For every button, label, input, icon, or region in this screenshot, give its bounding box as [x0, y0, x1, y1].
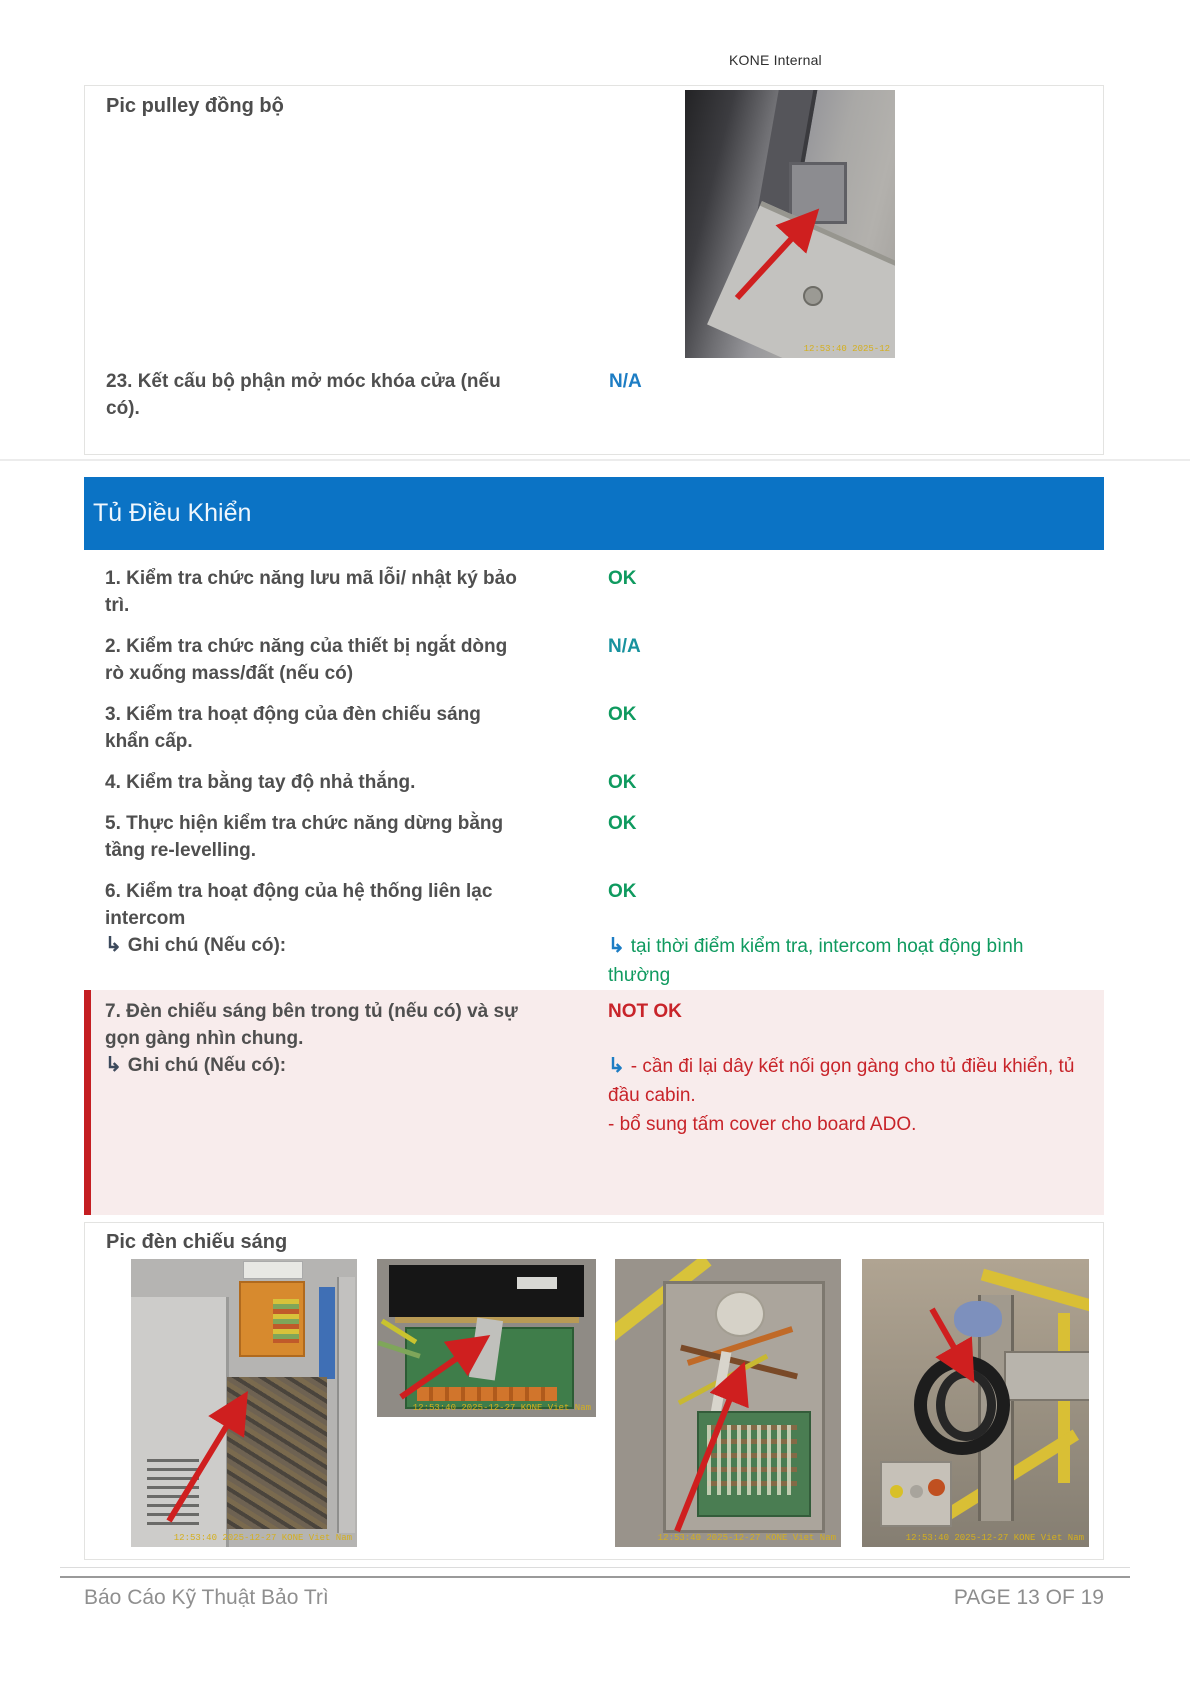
note-label: Ghi chú (Nếu có): [127, 935, 287, 956]
car-top-cable-photo [862, 1259, 1089, 1547]
checklist-item-5 [105, 810, 1085, 864]
return-arrow-icon: ↳ [608, 1055, 625, 1077]
checklist-item-3 [105, 701, 1085, 755]
footer-report-title: Báo Cáo Kỹ Thuật Bảo Trì [84, 1586, 329, 1609]
item-status: OK [608, 568, 637, 589]
item-label: 7. Đèn chiếu sáng bên trong tủ (nếu có) và sự gọn gàng nhìn chung. [105, 1001, 518, 1049]
lighting-pic-title: Pic đèn chiếu sáng [106, 1231, 288, 1253]
item-status: OK [608, 704, 637, 725]
item-status: N/A [608, 636, 641, 657]
item-status: OK [608, 813, 637, 834]
item-label: 1. Kiểm tra chức năng lưu mã lỗi/ nhật ký bảo trì. [105, 568, 517, 616]
item-status: N/A [609, 371, 642, 392]
red-arrow [377, 1259, 596, 1417]
item-status: OK [608, 772, 637, 793]
note-text-cell [608, 932, 1078, 990]
red-arrow [131, 1259, 357, 1547]
item-label: 2. Kiểm tra chức năng của thiết bị ngắt dòng rò xuống mass/đất (nếu có) [105, 636, 508, 684]
red-arrow [862, 1259, 1089, 1547]
checklist-item-23 [106, 368, 1086, 422]
checklist-item-6 [105, 878, 1085, 932]
item-label: 23. Kết cấu bộ phận mở móc khóa cửa (nếu có). [106, 371, 501, 419]
checklist [105, 565, 1085, 1004]
note-text-cell [608, 1052, 1078, 1139]
lighting-photos-panel [84, 1222, 1104, 1560]
cabinet-interior-photo [131, 1259, 357, 1547]
pulley-section-panel [84, 85, 1104, 455]
junction-box-photo [615, 1259, 841, 1547]
note-label: Ghi chú (Nếu có): [127, 1055, 287, 1076]
pcb-board-photo [377, 1259, 596, 1417]
note-line-1: - cần đi lại dây kết nối gọn gàng cho tủ điều khiển, tủ đầu cabin. [608, 1056, 1075, 1106]
pulley-photo [685, 90, 895, 358]
note-text: tại thời điểm kiểm tra, intercom hoạt động bình thường [608, 936, 1024, 986]
checklist-item-7-block [84, 990, 1104, 1215]
item-label: 5. Thực hiện kiểm tra chức năng dừng bằng tầng re-levelling. [105, 813, 504, 861]
confidentiality-label: KONE Internal [729, 52, 822, 68]
note-label-cell [105, 1052, 608, 1079]
photo-timestamp: 12:53:40 2025-12-27 KONE Viet Nam [905, 1533, 1084, 1543]
footer-divider-faint [60, 1567, 1130, 1568]
return-arrow-icon: ↳ [105, 934, 122, 956]
checklist-item-4 [105, 769, 1085, 796]
photo-timestamp: 12:53:40 2025-12-27 KONE Viet Nam [657, 1533, 836, 1543]
section-header-control-cabinet [84, 477, 1104, 550]
item-6-note-row [105, 932, 1085, 990]
checklist-item-7 [105, 998, 1104, 1052]
scan-artifact-line [0, 459, 1190, 461]
item-label: 3. Kiểm tra hoạt động của đèn chiếu sáng khẩn cấp. [105, 704, 481, 752]
photo-timestamp: 12:53:40 2025-12 [803, 344, 890, 354]
footer-divider [60, 1576, 1130, 1578]
footer-page-number: PAGE 13 OF 19 [953, 1586, 1104, 1609]
item-status: NOT OK [608, 1001, 682, 1022]
item-label: 4. Kiểm tra bằng tay độ nhả thắng. [105, 772, 416, 793]
item-label: 6. Kiểm tra hoạt động của hệ thống liên lạc intercom [105, 881, 493, 929]
item-status: OK [608, 881, 637, 902]
red-arrow [685, 90, 895, 358]
note-line-2: - bổ sung tấm cover cho board ADO. [608, 1114, 917, 1135]
red-arrow [615, 1259, 841, 1547]
photo-timestamp: 12:53:40 2025-12-27 KONE Viet Nam [412, 1403, 591, 1413]
checklist-item-1 [105, 565, 1085, 619]
return-arrow-icon: ↳ [105, 1054, 122, 1076]
item-7-note-row [105, 1052, 1104, 1139]
return-arrow-icon: ↳ [608, 935, 625, 957]
photo-timestamp: 12:53:40 2025-12-27 KONE Viet Nam [173, 1533, 352, 1543]
checklist-item-2 [105, 633, 1085, 687]
note-label-cell [105, 932, 608, 959]
section-title: Tủ Điều Khiển [93, 499, 252, 527]
pulley-pic-title: Pic pulley đồng bộ [106, 95, 284, 117]
